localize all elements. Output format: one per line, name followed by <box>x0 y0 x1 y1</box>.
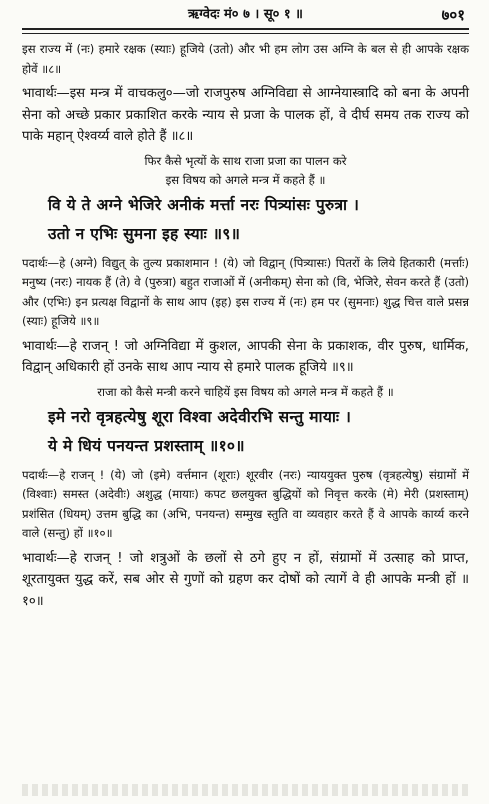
bhavartha-9: भावार्थः—हे राजन् ! जो अग्निविद्या में कुशल, आपकी सेना के प्रकाशक, वीर पुरुष, धार्मिक, विद्वान् अधिकारी हों उनके साथ आप न्याय से हमारे पालक हूजिये ॥९॥ <box>22 338 469 375</box>
bhavartha-10: भावार्थः—हे राजन् ! जो शत्रुओं के छलों से ठगे हुए न हों, संग्रामों में उत्साह को प्राप्त, शूरतायुक्त युद्ध करें, सब ओर से गुणों को ग्रहण कर दोषों को त्यागें वे ही आपके मन्त्री हों ॥१०॥ <box>22 550 469 609</box>
padartha-10: पदार्थः—हे राजन् ! (ये) जो (इमे) वर्त्तमान (शूराः) शूरवीर (नरः) न्याययुक्त पुरुष (वृत्रहत्येषु) संग्रामों में (विश्वाः) समस्त (अदेवीः) अशुद्ध (मायाः) कपट छलयुक्त बुद्धियों को निवृत्त करके (मे) मेरी (प्रशस्ताम्) प्रशंसित (धियम्) उत्तम बुद्धि का (अभि, पनयन्त) सम्मुख स्तुति वा व्यवहार करते हैं वे आपके कार्य्य करने वाले (सन्तु) हों ॥१०॥ <box>22 467 469 540</box>
intro-line-2: इस विषय को अगले मन्त्र में कहते हैं ॥ <box>165 172 326 187</box>
scan-footer-noise <box>22 784 469 796</box>
paragraph-continuation: इस राज्य में (नः) हमारे रक्षक (स्याः) हूजिये (उतो) और भी हम लोग उस अग्नि के बल से ही आपके रक्षक होवें ॥८॥ <box>22 42 469 76</box>
intro-line-3: राजा को कैसे मन्त्री करने चाहियें इस विषय को अगले मन्त्र में कहते हैं ॥ <box>97 384 394 399</box>
mantra-10-line-2: ये मे धियं पनयन्त प्रशस्ताम् ॥१०॥ <box>48 436 245 455</box>
mantra-9-line-1: वि ये ते अग्ने भेजिरे अनीकं मर्त्ता नरः पित्र्यांसः पुरुत्रा । <box>48 195 360 214</box>
padartha-9: पदार्थः—हे (अग्ने) विद्युत् के तुल्य प्रकाशमान ! (ये) जो विद्वान् (पित्र्यासः) पितरों के लिये हितकारी (मर्त्ताः) मनुष्य (नरः) नायक हैं (ते) वे (पुरुत्रा) बहुत राजाओं में (अनीकम्) सेना को (वि, भेजिरे, सेवन करते हैं (उतो) और (एभिः) इन प्रत्यक्ष विद्वानों के साथ आप (इह) इस राज्य में (नः) हम पर (सुमनाः) शुद्ध चित्त वाले प्रसन्न (स्याः) हूजिये ॥९॥ <box>22 255 469 328</box>
mantra-10-line-1: इमे नरो वृत्रहत्येषु शूरा विश्वा अदेवीरभि सन्तु मायाः । <box>48 407 352 426</box>
page-header <box>22 4 469 26</box>
page-number: ७०१ <box>441 6 465 24</box>
mantra-9-line-2: उतो न एभिः सुमना इह स्याः ॥९॥ <box>48 224 241 243</box>
header-rule <box>22 28 469 34</box>
bhavartha-8: भावार्थः—इस मन्त्र में वाचकलु०—जो राजपुरुष अग्निविद्या से आग्नेयास्त्रादि को बना के अपनी सेना को अच्छे प्रकार प्रकाशित करके न्याय से प्रजा के पालक हों, वे दीर्घ समय तक राज्य को पाके महान् ऐश्वर्य्य वाले होते हैं ॥८॥ <box>22 86 469 144</box>
running-title: ऋग्वेदः मं० ७ । सू० १ ॥ <box>188 7 303 22</box>
intro-line-1: फिर कैसे भृत्यों के साथ राजा प्रजा का पालन करे <box>144 153 347 168</box>
